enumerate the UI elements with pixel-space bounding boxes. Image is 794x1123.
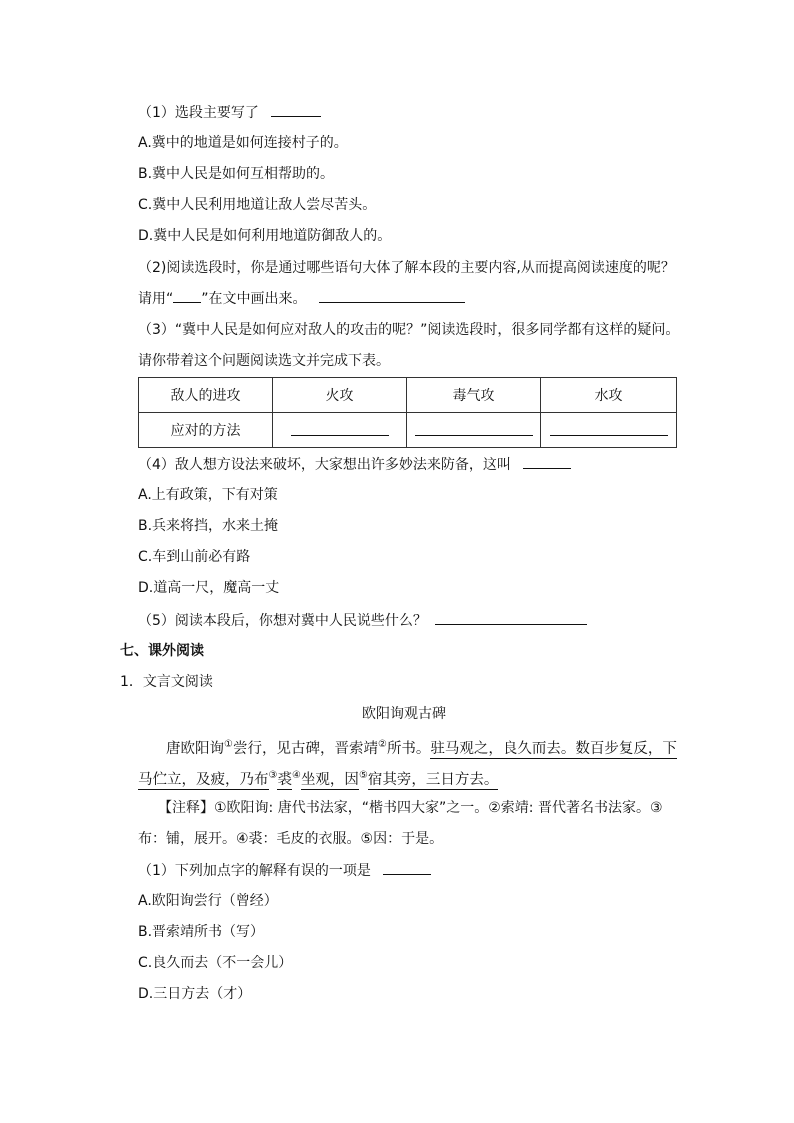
table-header-cell: 水攻: [541, 378, 677, 413]
answer-blank[interactable]: [550, 421, 668, 436]
classical-question-1: [138, 860, 431, 881]
note-marker: ②: [377, 739, 387, 750]
notes-line-1: 【注释】①欧阳询: 唐代书法家，“楷书四大家”之一。②索靖: 晋代著名书法家。③: [158, 800, 663, 816]
option: B.兵来将挡，水来土掩: [138, 518, 279, 534]
underlined-text: 裘: [277, 771, 292, 788]
table-header-cell: 敌人的进攻: [139, 378, 273, 413]
mark-symbol-blank: [173, 288, 201, 303]
passage-text: 所书。: [386, 740, 431, 757]
underlined-text: 驻马观之，良久而去。数百步复反，下: [430, 740, 677, 757]
question-5: [138, 610, 587, 631]
option: A.冀中的地道是如何连接村子的。: [138, 135, 348, 151]
classical-question-1-stem: （1）下列加点字的解释有误的一项是: [138, 863, 371, 879]
passage-title: 欧阳询观古碑: [362, 706, 446, 722]
underlined-text: 宿其旁，三日方去。: [367, 771, 499, 788]
option: D.三日方去（才）: [138, 986, 252, 1002]
option: A.上有政策，下有对策: [138, 487, 278, 503]
table-header-cell: 毒气攻: [407, 378, 541, 413]
table-header-cell: 火攻: [273, 378, 407, 413]
question-4: [138, 454, 571, 475]
option: C.车到山前必有路: [138, 549, 251, 565]
answer-blank[interactable]: [523, 454, 571, 469]
passage-line-2: [138, 766, 498, 790]
question-4-stem: （4）敌人想方设法来破坏，大家想出许多妙法来防备，这叫: [138, 457, 511, 473]
note-marker: ④: [291, 770, 301, 781]
question-3-line-1: （3）“冀中人民是如何应对敌人的攻击的呢？”阅读选段时，很多同学都有这样的疑问。: [138, 322, 680, 338]
note-marker: ①: [224, 739, 233, 750]
table-row: [139, 413, 677, 448]
question-5-stem: （5）阅读本段后，你想对冀中人民说些什么？: [138, 613, 427, 629]
section-title: 七、课外阅读: [120, 643, 204, 659]
table-row-label: 应对的方法: [139, 413, 273, 448]
note-marker: ③: [268, 770, 278, 781]
note-marker: ⑤: [358, 770, 368, 781]
answer-blank[interactable]: [435, 610, 587, 625]
answer-blank[interactable]: [291, 421, 389, 436]
option: D.道高一尺，魔高一丈: [138, 580, 280, 596]
underlined-text: 坐观，因: [300, 771, 359, 788]
item-title: 1．文言文阅读: [120, 674, 213, 690]
question-2-line-2: [138, 288, 465, 309]
answer-blank[interactable]: [415, 421, 533, 436]
answer-blank[interactable]: [383, 860, 431, 875]
option: C.冀中人民利用地道让敌人尝尽苦头。: [138, 197, 377, 213]
passage-text: 唐欧阳询: [166, 740, 224, 757]
question-1-stem: （1）选段主要写了: [138, 105, 259, 121]
passage-line-1: [166, 735, 677, 759]
question-2-text: ”在文中画出来。: [201, 291, 307, 307]
question-2-text: 请用“: [138, 291, 174, 307]
question-2-line-1: （2)阅读选段时，你是通过哪些语句大体了解本段的主要内容,从而提高阅读速度的呢？: [138, 260, 675, 276]
notes-line-2: 布：铺，展开。④裘：毛皮的衣服。⑤因：于是。: [138, 831, 444, 847]
table-answer-cell[interactable]: [407, 413, 541, 448]
option: A.欧阳询尝行（曾经）: [138, 893, 278, 909]
question-1: [138, 102, 321, 123]
table-answer-cell[interactable]: [273, 413, 407, 448]
table-answer-cell[interactable]: [541, 413, 677, 448]
option: C.良久而去（不一会儿）: [138, 955, 293, 971]
option: B.晋索靖所书（写）: [138, 924, 265, 940]
question-3-line-2: 请你带着这个问题阅读选文并完成下表。: [138, 353, 390, 369]
passage-text: 尝行，见古碑，晋索靖: [232, 740, 378, 757]
answer-blank[interactable]: [319, 288, 465, 303]
option: D.冀中人民是如何利用地道防御敌人的。: [138, 228, 392, 244]
answer-blank[interactable]: [271, 102, 321, 117]
underlined-text: 马伫立，及疲，乃布: [138, 771, 269, 788]
table-row: [139, 378, 677, 413]
answer-table: [138, 377, 677, 448]
option: B.冀中人民是如何互相帮助的。: [138, 166, 335, 182]
